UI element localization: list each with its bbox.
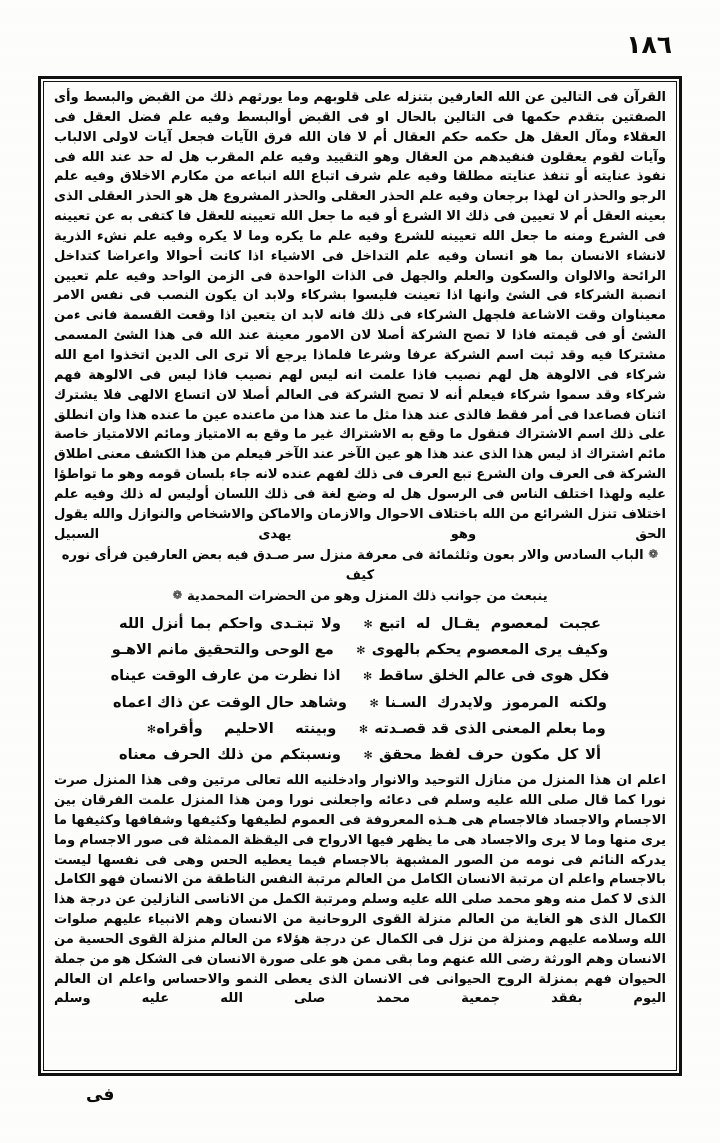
verse-line — [54, 611, 666, 637]
verse-separator-icon: ✻ — [356, 644, 366, 658]
verse-trailing-ornament-icon: ✻ — [146, 722, 157, 736]
hemistich-left: اذا نظرت من عارف الوقت عيناه — [110, 667, 341, 685]
verse-separator-icon: ✻ — [362, 670, 373, 684]
verse-line — [54, 637, 666, 663]
verse-separator-icon: ✻ — [358, 722, 369, 736]
hemistich-left: مع الوحى والتحقيق مانم الاهـو — [111, 641, 334, 659]
verse-line — [54, 716, 666, 742]
page-content — [50, 86, 670, 1066]
hemistich-left: وشاهد حال الوقت عن ذاك اعماه — [113, 693, 347, 711]
verse-line — [54, 742, 666, 768]
hemistich-left: ونسبتكم من ذلك الحرف معناه — [119, 745, 341, 763]
verse-separator-icon: ✻ — [363, 748, 373, 762]
chapter-heading-line-2-wrapper — [54, 586, 666, 607]
verse-block — [54, 611, 666, 768]
hemistich-right: ولكنه المرموز ولايدرك السـنا — [385, 693, 607, 711]
catchword: فى — [86, 1085, 115, 1105]
verse-separator-icon: ✻ — [363, 617, 373, 631]
chapter-heading-line-1: الباب السادس والار بعون وثلثمائة فى معرفة منزل سر صـدق فيه بعض العارفين فرأى نوره كيف — [61, 548, 644, 584]
bottom-prose-block: اعلم ان هذا المنزل من منازل التوحيد والانوار وادخلنيه الله تعالى مرتين وفى هذا المنزل صرت نورا كما قال صلى الله عليه وسلم فى دعائه واجعلنى نورا ومن هذا المنزل علمت الفرقان بين الاجسام والاجساد فالاجسام هى هـذه المعروفة فى العموم لطيفها وكثيفها وشفافها وكثيفها ما يرى منها وما لا يرى والاجساد هى ما يظهر فيها الارواح فى اليقظة الممثلة فى صور الاجسام وما يدركه النائم فى نومه من الصور المشبهة بالاجسام فيما يعطيه الحس وهى فى نفسها ليست بالاجسام واعلم ان مرتبة الانسان الكامل من العالم مرتبة النفس الناطقة من الانسان فهو الكامل الذى لا كمل منه وهو محمد صلى الله عليه وسلم ومرتبة الكمل من الاناسى النازلين عن درجة هذا الكمال الذى هو الغاية من العالم منزلة القوى الروحانية من الانسان وهم الانبياء عليهم صلوات الله وسلامه عليهم ومنزلة من نزل فى الكمال عن درجة هؤلاء من العالم منزلة القوى الحسية من الانسان وهم الورثة رضى الله عنهم وما بقى ممن هو على صورة الانسان فى الشكل هو من جملة الحيوان فهم بمنزلة الروح الحيوانى فى الانسان الذى يعطى النمو والاحساس واعلم ان العالم اليوم بفقد جمعية محمد صلى الله عليه وسلم — [54, 773, 666, 1007]
hemistich-left: ولا تبتـدى واحكم بما أنزل الله — [119, 614, 341, 632]
hemistich-right: عجبت لمعصوم يقـال له اتبع — [379, 614, 601, 632]
hemistich-right: ألا كل مكون حرف لفظ محقق — [379, 745, 601, 763]
ornament-right-icon: ❁ — [648, 547, 659, 562]
ornament-left-icon: ❁ — [172, 588, 183, 603]
verse-line — [54, 663, 666, 689]
hemistich-left: وبينته الاحليم وأقراه — [156, 719, 337, 737]
verse-separator-icon: ✻ — [369, 696, 379, 710]
chapter-heading-line-2: ينبعث من جوانب ذلك المنزل وهو من الحضرات المحمدية — [186, 589, 548, 605]
verse-line — [54, 690, 666, 716]
hemistich-right: وكيف يرى المعصوم يحكم بالهوى — [371, 641, 609, 659]
hemistich-right: فكل هوى فى عالم الخلق ساقط — [378, 667, 610, 685]
page-number: ١٨٦ — [626, 30, 672, 59]
hemistich-right: وما بعلم المعنى الذى قد قصـدته — [374, 719, 606, 737]
top-prose-block: القرآن فى التالين عن الله العارفين بتنزله على قلوبهم وما يورثهم ذلك من القبض والبسط وأى الصفتين بتقدم حكمها فى التالين بالحال او فى القبض أوالبسط وفيه علم فضل العقل فى العقلاء ومآل العقل هل حكمه حكم العقال أم لا فان الله فرق الآيات فجعل آيات لاولى الالباب وآيات لقوم يعقلون فنفيدهم من العقال وهو التقييد وفيه علم المقرب هل له حد عند الله فى نفوذ عنايته أو تنفذ عنايته مطلقا وفيه علم شرف اتباع الله انباعه من مكارم الاخلاق وفيه علم الرجو والحذر ان لهذا برجعان وفيه علم الحذر العقلى والحذر المشروع هل هو الحذر العقلى الذى بعينه العقل أم لا تعيين فى ذلك الا الشرع أو فيه ما جعل الله تعيينه للعقل فا كتفى به عن تعيينه فى الشرع ومنه ما جعل الله تعيينه للشرع وفيه علم ما يكره وما لا يكره وفيه علم نشء الذرية لانشاء الانسان بما هو انسان وفيه علم التداخل فى الاشياء اذا كانت أحوالا واعراضا كتداخل الرائحة والالوان والسكون والعلم والجهل فى الذات الواحدة فى الزمن الواحد وفيه علم تعيين انصبة الشركاء فى الشئ وانها اذا تعينت فليسوا بشركاء ولابد ان يكون النصب فى نفس الامر معيناوان وقت الاشاعة فلجهل الشركاء فى ذلك فانه لابد ان يتعين اذا وقعت القسمة فانى ءمن الشئ أو فى قيمته فاذا لا تصح الشركة أصلا لان الامور معينة عند الله فى هذا الشئ المسمى مشتركا فيه وقد ثبت اسم الشركة عرفا وشرعا فلماذا يرجع ألا ترى الى الدين اتخذوا امع الله شركاء فى الالوهة هل لهم نصيب فاذا علمت انه ليس لهم نصيب فاذا ليس فى الالوهة فهم شركاء وقد سموا شركاء فيعلم أنه لا تصح الشركة فى العالم أصلا لان اتساع الالهى فلا يشترك اثنان فصاعدا فى أمر فقط فالذى عند هذا مثل ما عند هذا من ماعنده عين ما عنده هذا وان انطلق على ذلك اسم الاشتراك فنقول ما وقع به الاشتراك غير ما وقع به الامتياز ومائم الالامتياز خاصة مائم اشتراك اذ ليس هذا الذى عند هذا هو عين الآخر عند الآخر فيعلم من هذا الكشف معنى اطلاق الشركة فى العرف وان الشرع تبع العرف فى ذلك لفهم عنده لانه جاء بلسان قومه وهو ما تواطؤا عليه ولهذا اختلف الناس فى الرسول هل له وضع لغة فى ذلك اللسان أوليس له ذلك وفيه علم اختلاف تنزل الشرائع من الله باختلاف الاحوال والازمان والاماكن والاشخاص والنوازل والله يقول الحق وهو يهدى السبيل — [54, 90, 666, 542]
chapter-heading — [54, 545, 666, 607]
